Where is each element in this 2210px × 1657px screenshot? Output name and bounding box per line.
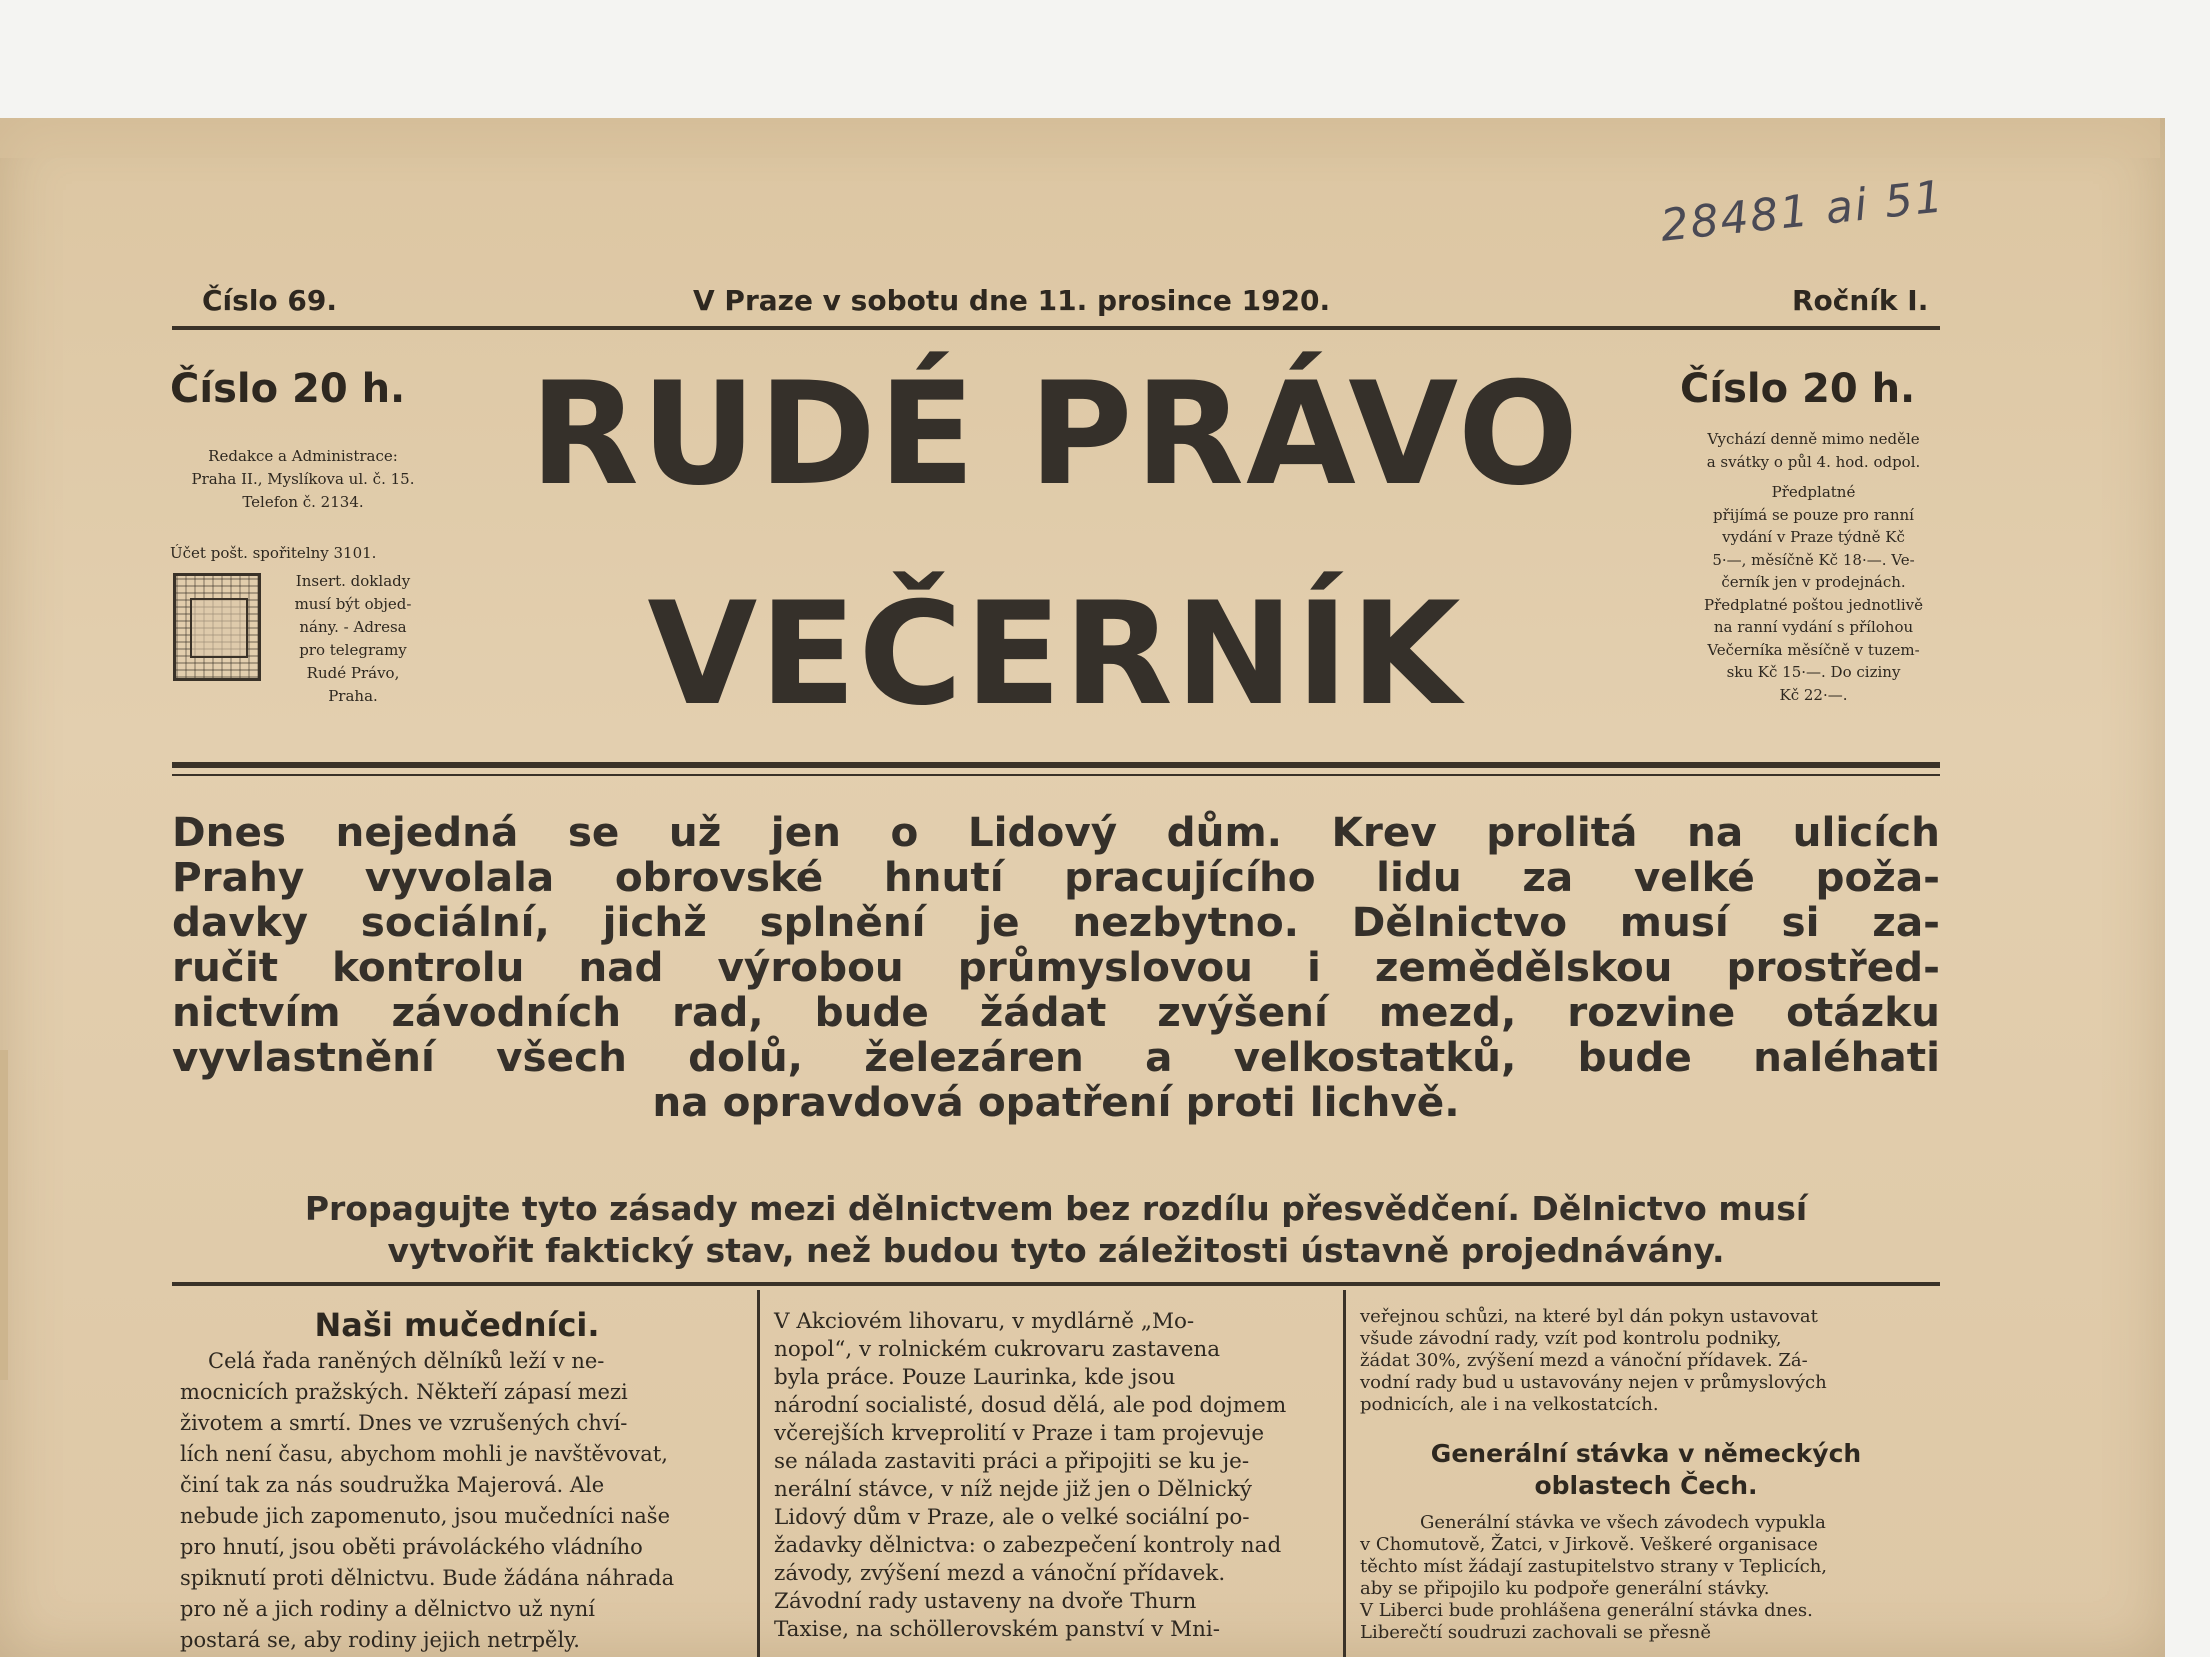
- masthead-rule: [172, 762, 1940, 768]
- info-line: a svátky o půl 4. hod. odpol.: [1706, 452, 1921, 471]
- left-insert: [278, 570, 428, 708]
- col1-line: spiknutí proti dělnictvu. Bude žádána náhrada: [180, 1566, 675, 1590]
- col3-text-bottom: [1360, 1512, 1827, 1644]
- masthead-subtitle: VEČERNÍK: [647, 572, 1463, 737]
- info-line: Vychází denně mimo neděle: [1707, 430, 1920, 448]
- col3-heading-line: Generální stávka v německých: [1430, 1439, 1862, 1468]
- col3-line: Generální stávka ve všech závodech vypukla: [1420, 1512, 1826, 1533]
- col3-line: všude závodní rady, vzít pod kontrolu podniky,: [1360, 1328, 1782, 1349]
- info-line: přijímá se pouze pro ranní: [1713, 505, 1914, 524]
- col3-line: žádat 30%, zvýšení mezd a vánoční přídavek. Zá-: [1360, 1350, 1808, 1371]
- lead-line: ručit kontrolu nad výrobou průmyslovou i zemědělskou prostřed-: [172, 943, 1940, 991]
- right-info: [1686, 428, 1941, 706]
- info-line: 5·—, měsíčně Kč 18·—. Ve-: [1712, 550, 1915, 569]
- subscription-heading: Předplatné: [1771, 483, 1856, 501]
- insert-line: Insert. doklady: [295, 572, 411, 590]
- col1-line: pro ně a jich rodiny a dělnictvo už nyní: [180, 1597, 596, 1621]
- lead-line: Dnes nejedná se už jen o Lidový dům. Krev prolitá na ulicích: [172, 808, 1940, 856]
- col3-line: podnicích, ale i na velkostatcích.: [1360, 1394, 1659, 1415]
- col1-line: životem a smrtí. Dnes ve vzrušených chví-: [180, 1411, 628, 1435]
- col1-line: mocnicích pražských. Někteří zápasí mezi: [180, 1380, 628, 1404]
- col1-line: lích není času, abychom mohli je navštěvovat,: [180, 1442, 668, 1466]
- col3-line: vodní rady bud u ustavovány nejen v průmyslových: [1360, 1372, 1827, 1393]
- insert-line: Praha.: [328, 687, 378, 705]
- col2-line: žadavky dělnictva: o zabezpečení kontroly nad: [774, 1533, 1282, 1558]
- lead-line: na opravdová opatření proti lichvě.: [652, 1078, 1460, 1126]
- volume-number: Ročník I.: [1792, 284, 1929, 317]
- sub-line: Propagujte tyto zásady mezi dělnictvem bez rozdílu přesvědčení. Dělnictvo musí: [304, 1189, 1808, 1228]
- col3-line: Liberečtí soudruzi zachovali se přesně: [1360, 1622, 1712, 1643]
- handwritten-note: 28481 ai 51: [1658, 171, 1948, 252]
- address-line: Redakce a Administrace:: [208, 447, 398, 465]
- col2-text: [774, 1308, 1286, 1644]
- col3-line: V Liberci bude prohlášena generální stávka dnes.: [1360, 1600, 1813, 1621]
- sub-line: vytvořit faktický stav, než budou tyto záležitosti ústavně projednávány.: [387, 1231, 1725, 1270]
- right-price: Číslo 20 h.: [1680, 366, 1916, 412]
- col2-line: nopol“, v rolnickém cukrovaru zastavena: [774, 1337, 1221, 1362]
- insert-line: nány. - Adresa: [299, 618, 407, 636]
- postal-stamp-icon: [173, 573, 261, 681]
- col3-line: v Chomutově, Žatci, v Jirkově. Veškeré organisace: [1360, 1534, 1818, 1555]
- col3-heading-line: oblastech Čech.: [1534, 1471, 1758, 1500]
- col3-heading: [1352, 1438, 1940, 1502]
- col1-line: pro hnutí, jsou oběti právoláckého vládního: [180, 1535, 643, 1559]
- col2-line: V Akciovém lihovaru, v mydlárně „Mo-: [774, 1309, 1195, 1334]
- left-account: Účet pošt. spořitelny 3101.: [170, 544, 377, 562]
- address-line: Praha II., Myslíkova ul. č. 15.: [191, 470, 415, 488]
- col3-line: aby se připojilo ku podpoře generální stávky.: [1360, 1578, 1770, 1599]
- col2-line: včerejších krveprolití v Praze i tam projevuje: [774, 1421, 1265, 1446]
- col1-line: nebude jich zapomenuto, jsou mučedníci naše: [180, 1504, 670, 1528]
- info-line: černík jen v prodejnách.: [1721, 573, 1906, 591]
- lead-rule: [172, 1282, 1940, 1286]
- lead-line: Prahy vyvolala obrovské hnutí pracujícího lidu za velké poža-: [172, 853, 1940, 901]
- info-line: Předplatné poštou jednotlivě: [1703, 595, 1924, 614]
- col3-line: veřejnou schůzi, na které byl dán pokyn ustavovat: [1360, 1306, 1818, 1327]
- lead-subparagraph: [172, 1188, 1940, 1272]
- col2-line: byla práce. Pouze Laurinka, kde jsou: [774, 1365, 1176, 1390]
- col2-line: Závodní rady ustaveny na dvoře Thurn: [774, 1589, 1197, 1614]
- info-line: Večerníka měsíčně v tuzem-: [1707, 640, 1920, 659]
- col1-line: činí tak za nás soudružka Majerová. Ale: [180, 1473, 605, 1497]
- paper-fold: [0, 1050, 8, 1380]
- info-line: vydání v Praze týdně Kč: [1722, 528, 1905, 546]
- dateline: V Praze v sobotu dne 11. prosince 1920.: [693, 284, 1331, 317]
- insert-line: pro telegramy: [299, 641, 407, 659]
- lead-line: vyvlastnění všech dolů, železáren a velkostatků, bude naléhati: [172, 1033, 1940, 1081]
- col2-line: nerální stávce, v níž nejde již jen o Dělnický: [774, 1477, 1252, 1502]
- col3-text-top: [1360, 1306, 1827, 1416]
- col2-line: závody, zvýšení mezd a vánoční přídavek.: [774, 1561, 1226, 1586]
- col2-line: Taxise, na schöllerovském panství v Mni-: [774, 1617, 1221, 1642]
- left-address: [168, 445, 438, 514]
- col2-line: národní socialisté, dosud dělá, ale pod dojmem: [774, 1393, 1287, 1418]
- insert-line: Rudé Právo,: [306, 664, 400, 682]
- info-line: Kč 22·—.: [1779, 685, 1848, 704]
- col3-line: těchto míst žádají zastupitelstvo strany v Teplicích,: [1360, 1556, 1828, 1577]
- info-line: na ranní vydání s přílohou: [1713, 618, 1914, 636]
- col1-line: postará se, aby rodiny jejich netrpěly.: [180, 1628, 580, 1652]
- masthead-rule-thin: [172, 774, 1940, 776]
- issue-number: Číslo 69.: [202, 284, 337, 317]
- masthead-title: RUDÉ PRÁVO: [529, 352, 1581, 517]
- info-line: sku Kč 15·—. Do ciziny: [1726, 663, 1901, 681]
- column-divider: [757, 1290, 760, 1657]
- col1-text: [180, 1346, 674, 1656]
- column-divider: [1343, 1290, 1346, 1657]
- header-rule: [172, 326, 1940, 330]
- left-price: Číslo 20 h.: [170, 366, 406, 412]
- col1-line: Celá řada raněných dělníků leží v ne-: [208, 1349, 605, 1373]
- col1-heading: Naši mučedníci.: [314, 1306, 600, 1344]
- lead-line: davky sociální, jichž splnění je nezbytno. Dělnictvo musí si za-: [172, 898, 1940, 946]
- paper-top-edge: [0, 118, 2160, 158]
- col2-line: se nálada zastaviti práci a připojiti se ku je-: [774, 1449, 1250, 1474]
- lead-line: nictvím závodních rad, bude žádat zvýšení mezd, rozvine otázku: [172, 988, 1940, 1036]
- insert-line: musí být objed-: [294, 595, 412, 613]
- col2-line: Lidový dům v Praze, ale o velké sociální po-: [774, 1505, 1250, 1530]
- address-line: Telefon č. 2134.: [242, 493, 364, 511]
- lead-paragraph: [172, 810, 1940, 1125]
